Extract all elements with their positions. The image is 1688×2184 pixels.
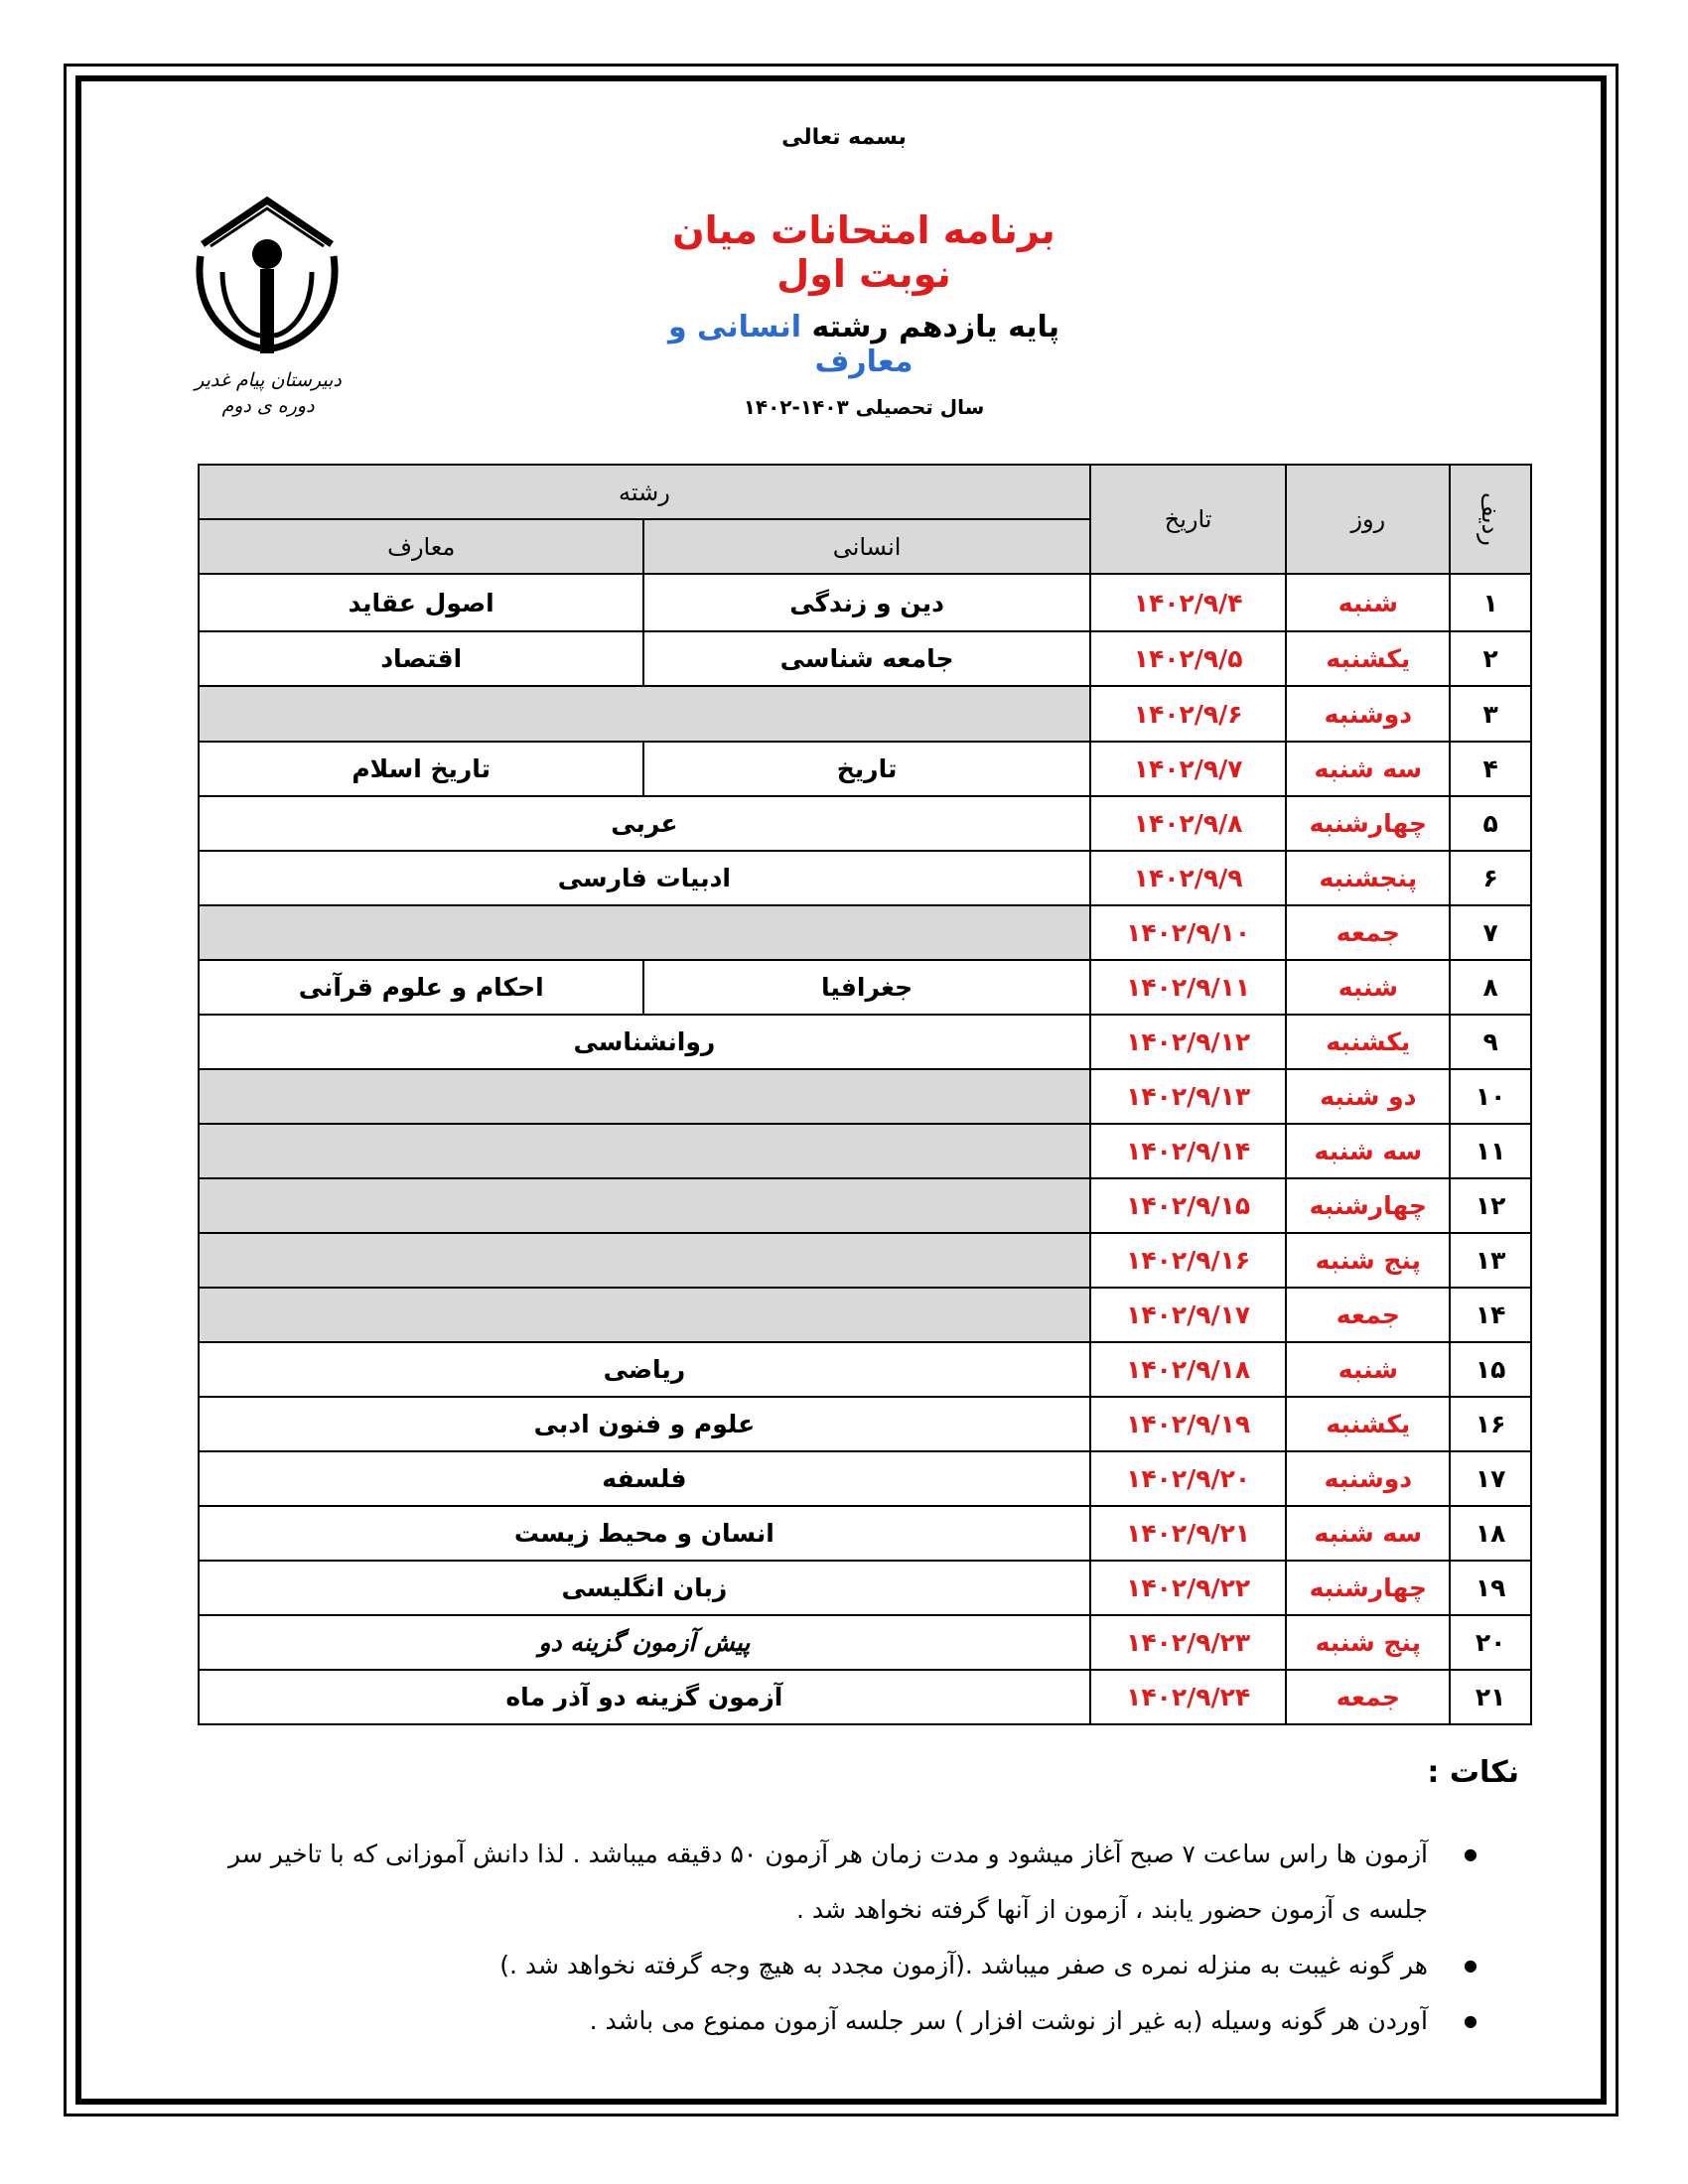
row-subject-maaref: احکام و علوم قرآنی (199, 960, 643, 1015)
row-index: ۱۲ (1450, 1178, 1531, 1233)
schedule-body (199, 574, 1531, 1724)
logo-emblem-icon (183, 195, 352, 363)
notes-title: نکات : (1427, 1755, 1519, 1790)
table-row (199, 905, 1531, 960)
row-index: ۱ (1450, 574, 1531, 631)
row-date: ۱۴۰۲/۹/۸ (1090, 796, 1287, 851)
table-row (199, 742, 1531, 796)
row-date: ۱۴۰۲/۹/۱۰ (1090, 905, 1287, 960)
row-index: ۴ (1450, 742, 1531, 796)
row-index: ۱۵ (1450, 1342, 1531, 1397)
row-date: ۱۴۰۲/۹/۱۹ (1090, 1397, 1287, 1451)
row-day: سه شنبه (1286, 1506, 1450, 1561)
academic-year: سال تحصیلی ۱۴۰۳-۱۴۰۲ (743, 395, 985, 419)
row-index: ۲۱ (1450, 1670, 1531, 1724)
row-empty (199, 1069, 1090, 1124)
table-row (199, 1451, 1531, 1506)
subtitle-highlight: انسانی و معارف (667, 310, 914, 379)
subtitle-prefix: پایه یازدهم رشته (811, 310, 1060, 344)
row-date: ۱۴۰۲/۹/۲۱ (1090, 1506, 1287, 1561)
row-day: شنبه (1286, 574, 1450, 631)
row-date: ۱۴۰۲/۹/۱۲ (1090, 1015, 1287, 1069)
row-day: سه شنبه (1286, 742, 1450, 796)
row-subject-maaref: تاریخ اسلام (199, 742, 643, 796)
notes-list (228, 1827, 1479, 2049)
note-item: ● آزمون ها راس ساعت ۷ صبح آغاز میشود و مدت زمان هر آزمون ۵۰ دقیقه میباشد . لذا دانش آموزانی که با تاخیر سر جلسه ی آزمون حضور یابند ، آزمون از آنها گرفته نخواهد شد . (228, 1827, 1479, 1938)
row-day: شنبه (1286, 960, 1450, 1015)
table-row (199, 1233, 1531, 1288)
row-subject-both: فلسفه (199, 1451, 1090, 1506)
row-day: دو شنبه (1286, 1069, 1450, 1124)
header-index: ردیف (1450, 465, 1531, 574)
table-row (199, 686, 1531, 742)
row-date: ۱۴۰۲/۹/۲۰ (1090, 1451, 1287, 1506)
row-index: ۱۱ (1450, 1124, 1531, 1178)
row-day: جمعه (1286, 905, 1450, 960)
row-date: ۱۴۰۲/۹/۹ (1090, 851, 1287, 905)
row-index: ۱۹ (1450, 1561, 1531, 1615)
row-day: سه شنبه (1286, 1124, 1450, 1178)
row-day: چهارشنبه (1286, 1561, 1450, 1615)
table-row (199, 851, 1531, 905)
row-subject-both: ریاضی (199, 1342, 1090, 1397)
row-index: ۱۴ (1450, 1288, 1531, 1342)
row-subject-both: عربی (199, 796, 1090, 851)
row-empty (199, 1233, 1090, 1288)
row-index: ۱۸ (1450, 1506, 1531, 1561)
header-date: تاریخ (1090, 465, 1287, 574)
row-date: ۱۴۰۲/۹/۱۳ (1090, 1069, 1287, 1124)
row-subject-ensani: جامعه شناسی (643, 631, 1089, 686)
row-subject-maaref: اصول عقاید (199, 574, 643, 631)
table-row (199, 1615, 1531, 1670)
row-index: ۱۶ (1450, 1397, 1531, 1451)
row-index: ۹ (1450, 1015, 1531, 1069)
row-day: پنج شنبه (1286, 1233, 1450, 1288)
row-subject-both: زبان انگلیسی (199, 1561, 1090, 1615)
note-item: ● آوردن هر گونه وسیله (به غیر از نوشت افزار ) سر جلسه آزمون ممنوع می باشد . (228, 1993, 1479, 2049)
row-day: پنج شنبه (1286, 1615, 1450, 1670)
row-date: ۱۴۰۲/۹/۲۴ (1090, 1670, 1287, 1724)
header-maaref: معارف (199, 519, 643, 574)
row-date: ۱۴۰۲/۹/۱۴ (1090, 1124, 1287, 1178)
row-subject-both: روانشناسی (199, 1015, 1090, 1069)
row-empty (199, 1288, 1090, 1342)
row-day: چهارشنبه (1286, 1178, 1450, 1233)
row-day: جمعه (1286, 1288, 1450, 1342)
row-empty (199, 905, 1090, 960)
row-empty (199, 686, 1090, 742)
note-item: ● هر گونه غیبت به منزله نمره ی صفر میباشد .(آزمون مجدد به هیچ وجه گرفته نخواهد شد .) (228, 1938, 1479, 1993)
row-day: یکشنبه (1286, 631, 1450, 686)
row-subject-both: انسان و محیط زیست (199, 1506, 1090, 1561)
row-index: ۲۰ (1450, 1615, 1531, 1670)
table-row (199, 1561, 1531, 1615)
row-index: ۱۷ (1450, 1451, 1531, 1506)
row-day: چهارشنبه (1286, 796, 1450, 851)
row-subject-ensani: تاریخ (643, 742, 1089, 796)
row-day: پنجشنبه (1286, 851, 1450, 905)
row-index: ۲ (1450, 631, 1531, 686)
table-row (199, 1670, 1531, 1724)
row-index: ۷ (1450, 905, 1531, 960)
header-ensani: انسانی (643, 519, 1089, 574)
row-subject-ensani: دین و زندگی (643, 574, 1089, 631)
page-subtitle (626, 310, 1102, 379)
row-index: ۵ (1450, 796, 1531, 851)
logo-caption-line2: دوره ی دوم (221, 395, 315, 417)
row-date: ۱۴۰۲/۹/۲۳ (1090, 1615, 1287, 1670)
row-subject-both: آزمون گزینه دو آذر ماه (199, 1670, 1090, 1724)
row-index: ۸ (1450, 960, 1531, 1015)
row-date: ۱۴۰۲/۹/۷ (1090, 742, 1287, 796)
row-date: ۱۴۰۲/۹/۲۲ (1090, 1561, 1287, 1615)
table-row (199, 1506, 1531, 1561)
header-field: رشته (199, 465, 1090, 519)
table-row (199, 1015, 1531, 1069)
bismillah: بسمه تعالی (781, 125, 907, 150)
row-date: ۱۴۰۲/۹/۱۶ (1090, 1233, 1287, 1288)
row-index: ۱۰ (1450, 1069, 1531, 1124)
page-title: برنامه امتحانات میان نوبت اول (672, 208, 1055, 296)
row-subject-maaref: اقتصاد (199, 631, 643, 686)
row-day: دوشنبه (1286, 686, 1450, 742)
table-row (199, 1069, 1531, 1124)
row-subject-both: ادبیات فارسی (199, 851, 1090, 905)
row-subject-both: علوم و فنون ادبی (199, 1397, 1090, 1451)
table-row (199, 1124, 1531, 1178)
table-row (199, 1178, 1531, 1233)
row-index: ۱۳ (1450, 1233, 1531, 1288)
row-day: دوشنبه (1286, 1451, 1450, 1506)
row-date: ۱۴۰۲/۹/۱۱ (1090, 960, 1287, 1015)
exam-schedule-table (198, 464, 1532, 1725)
row-day: شنبه (1286, 1342, 1450, 1397)
table-row (199, 796, 1531, 851)
row-date: ۱۴۰۲/۹/۴ (1090, 574, 1287, 631)
row-empty (199, 1178, 1090, 1233)
table-row (199, 631, 1531, 686)
row-subject-both: پیش آزمون گزینه دو (199, 1615, 1090, 1670)
row-index: ۳ (1450, 686, 1531, 742)
row-date: ۱۴۰۲/۹/۵ (1090, 631, 1287, 686)
table-row (199, 960, 1531, 1015)
row-index: ۶ (1450, 851, 1531, 905)
row-day: یکشنبه (1286, 1397, 1450, 1451)
row-date: ۱۴۰۲/۹/۱۵ (1090, 1178, 1287, 1233)
row-day: جمعه (1286, 1670, 1450, 1724)
row-date: ۱۴۰۲/۹/۶ (1090, 686, 1287, 742)
logo-caption (179, 367, 357, 419)
table-row (199, 1397, 1531, 1451)
row-date: ۱۴۰۲/۹/۱۷ (1090, 1288, 1287, 1342)
logo-caption-line1: دبیرستان پیام غدیر (195, 369, 342, 391)
table-row (199, 574, 1531, 631)
table-row (199, 1342, 1531, 1397)
row-subject-ensani: جغرافیا (643, 960, 1089, 1015)
row-empty (199, 1124, 1090, 1178)
table-row (199, 1288, 1531, 1342)
row-date: ۱۴۰۲/۹/۱۸ (1090, 1342, 1287, 1397)
header-day: روز (1286, 465, 1450, 574)
row-day: یکشنبه (1286, 1015, 1450, 1069)
